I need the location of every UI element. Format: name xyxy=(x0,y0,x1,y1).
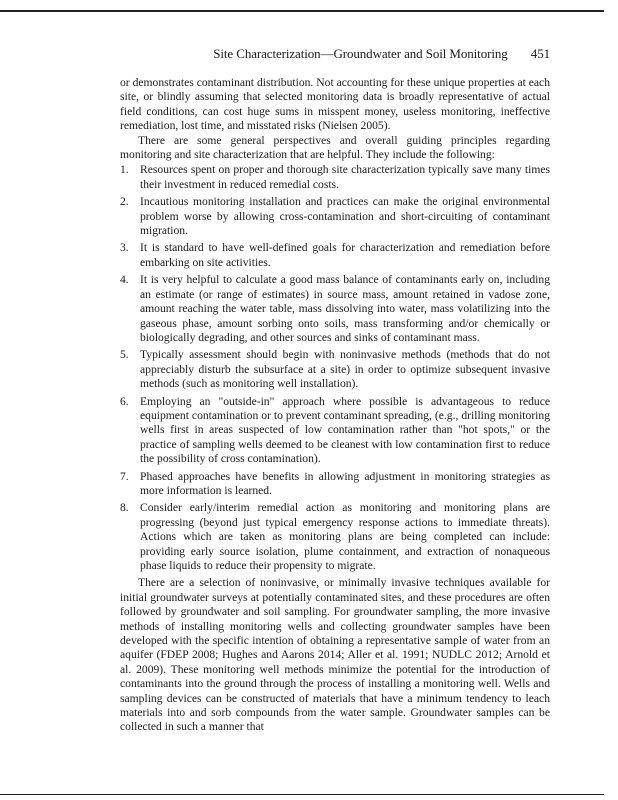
list-item xyxy=(120,241,550,270)
list-item-number: 1. xyxy=(120,163,129,177)
list-item xyxy=(120,470,550,499)
list-item-text: Resources spent on proper and thorough site characterization typically save many times their investment in reduced remedial costs. xyxy=(140,163,550,191)
list-item-text: Incautious monitoring installation and practices can make the original environmental problem worse by allowing cross-contamination and short-circuiting of contaminant migration. xyxy=(140,195,550,238)
list-item-number: 3. xyxy=(120,241,129,255)
running-title: Site Characterization—Groundwater and Soil Monitoring xyxy=(213,46,508,61)
list-item-number: 5. xyxy=(120,348,129,362)
list-item-text: It is standard to have well-defined goals for characterization and remediation before embarking on site activities. xyxy=(140,241,550,269)
body-text xyxy=(120,76,550,735)
list-item-number: 4. xyxy=(120,273,129,287)
principles-list xyxy=(120,163,550,573)
list-item xyxy=(120,195,550,238)
top-rule xyxy=(0,10,604,12)
list-item-text: Typically assessment should begin with noninvasive methods (methods that do not appreciably disturb the subsurface at a site) in order to optimize subsequent invasive methods (such as monitoring well installation). xyxy=(140,348,550,391)
running-header xyxy=(120,46,550,62)
list-item-number: 2. xyxy=(120,195,129,209)
list-item xyxy=(120,348,550,391)
list-item-number: 7. xyxy=(120,469,129,483)
opening-paragraph: or demonstrates contaminant distribution. Not accounting for these unique properties at each site, or blindly assuming that selected monitoring data is broadly representative of actual field conditions, can cost huge sums in misspent money, useless monitoring, ineffective remediation, lost time, and misstated risks (Nielsen 2005). xyxy=(120,76,550,133)
list-item xyxy=(120,273,550,345)
list-item-text: Consider early/interim remedial action as monitoring and monitoring plans are progressing (beyond just typical emergency response actions to immediate threats). Actions which are taken as monitoring plans are being completed can include: providing early source isolation, plume containment, and extraction of nonaqueous phase liquids to reduce their propensity to migrate. xyxy=(140,501,550,572)
list-item xyxy=(120,501,550,573)
page-number: 451 xyxy=(530,46,550,61)
list-item-text: It is very helpful to calculate a good mass balance of contaminants early on, including an estimate (or range of estimates) in source mass, amount retained in vadose zone, amount reaching the water table, mass dissolving into water, mass volatilizing into the gaseous phase, amount sorbing onto soils, mass transforming and/or chemically or biologically degrading, and other sources and sinks of contaminant mass. xyxy=(140,273,550,344)
list-item-text: Phased approaches have benefits in allowing adjustment in monitoring strategies as more information is learned. xyxy=(140,469,550,497)
bottom-rule xyxy=(0,794,604,795)
list-item xyxy=(120,163,550,192)
list-item-text: Employing an "outside-in" approach where possible is advantageous to reduce equipment contamination or to prevent contaminant spreading, (e.g., drilling monitoring wells first in areas suspected of low contamination rather than "hot spots," or the practice of sampling wells deemed to be cleanest with low contamination first to reduce the possibility of cross contamination). xyxy=(140,394,550,466)
closing-paragraph: There are a selection of noninvasive, or minimally invasive techniques available for initial groundwater surveys at potentially contaminated sites, and these procedures are often followed by groundwater and soil sampling. For groundwater sampling, the more invasive methods of installing monitoring wells and collecting groundwater samples have been developed with the specific intention of obtaining a representative sample of water from an aquifer (FDEP 2008; Hughes and Aarons 2014; Aller et al. 1991; NUDLC 2012; Arnold et al. 2009). These monitoring well methods minimize the potential for the introduction of contaminants into the ground through the process of installing a monitoring well. Wells and sampling devices can be constructed of materials that have a minimum tendency to leach materials into and sorb compounds from the water sample. Groundwater samples can be collected in such a manner that xyxy=(120,576,550,734)
list-item-number: 6. xyxy=(120,394,129,408)
list-item-number: 8. xyxy=(120,501,129,515)
intro-paragraph: There are some general perspectives and overall guiding principles regarding monitoring and site characterization that are helpful. They include the following: xyxy=(120,133,550,162)
list-item xyxy=(120,395,550,467)
